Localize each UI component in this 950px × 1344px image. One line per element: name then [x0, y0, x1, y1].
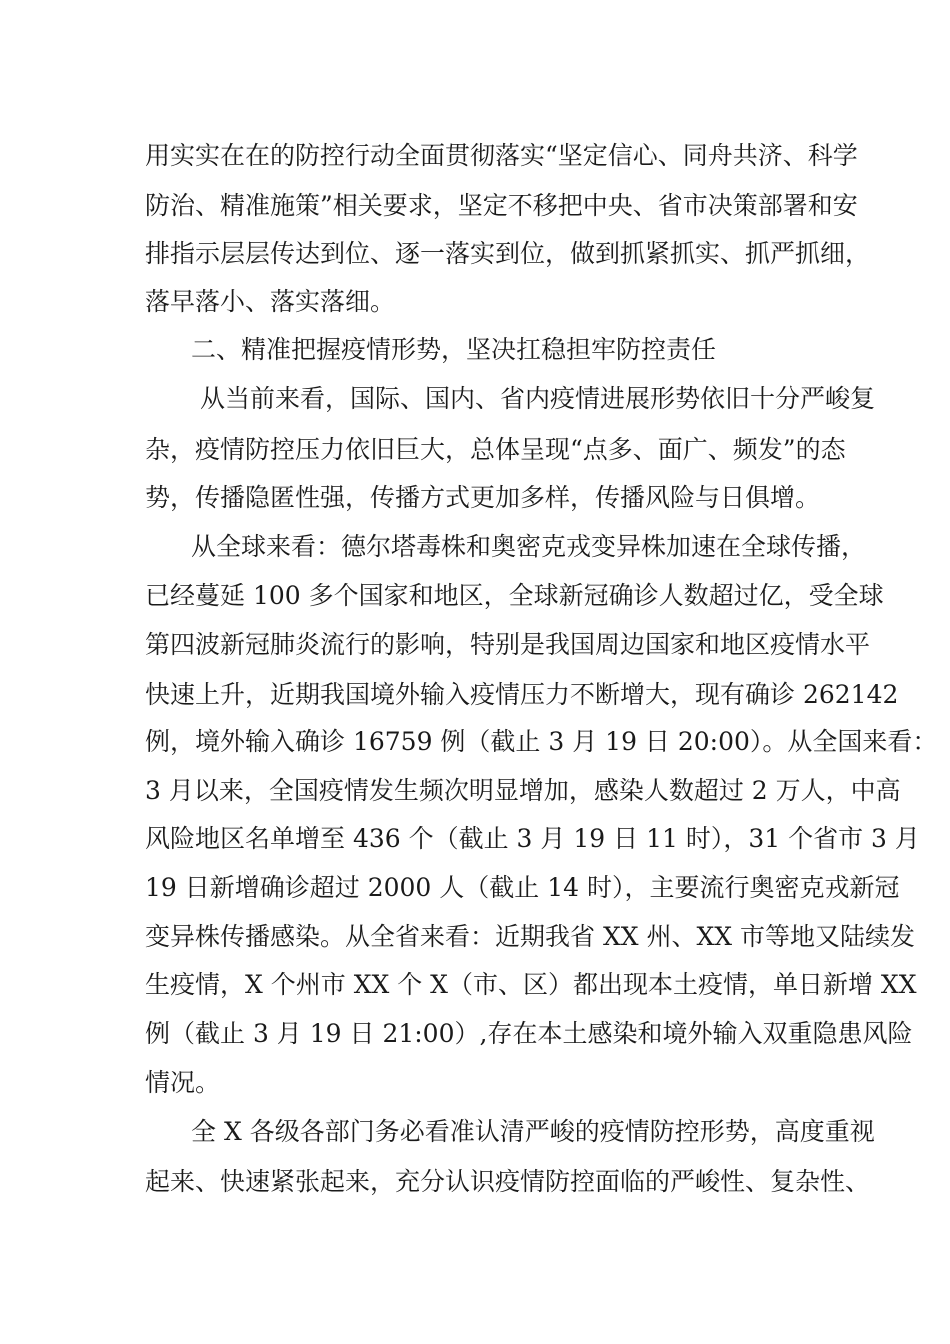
text-line: 风险地区名单增至 436 个（截止 3 月 19 日 11 时），31 个省市 3 月: [145, 824, 920, 853]
text-line: 第四波新冠肺炎流行的影响，特别是我国周边国家和地区疫情水平: [145, 630, 871, 659]
text-line: 从当前来看，国际、国内、省内疫情进展形势依旧十分严峻复: [200, 384, 876, 413]
text-line: 3 月以来，全国疫情发生频次明显增加，感染人数超过 2 万人，中高: [145, 776, 901, 805]
text-line: 起来、快速紧张起来，充分认识疫情防控面临的严峻性、复杂性、: [145, 1167, 871, 1196]
text-line: 19 日新增确诊超过 2000 人（截止 14 时），主要流行奥密克戎新冠: [145, 873, 900, 902]
text-line: 情况。: [145, 1068, 221, 1097]
text-line: 防治、精准施策”相关要求，坚定不移把中央、省市决策部署和安: [145, 191, 858, 220]
text-line: 例（截止 3 月 19 日 21:00）,存在本土感染和境外输入双重隐患风险: [145, 1019, 913, 1048]
text-line: 全 X 各级各部门务必看准认清严峻的疫情防控形势，高度重视: [191, 1117, 875, 1146]
section-heading: 二、精准把握疫情形势，坚决扛稳担牢防控责任: [191, 335, 717, 364]
text-line: 用实实在在的防控行动全面贯彻落实“坚定信心、同舟共济、科学: [145, 141, 858, 170]
text-line: 快速上升，近期我国境外输入疫情压力不断增大，现有确诊 262142: [145, 680, 899, 709]
text-line: 排指示层层传达到位、逐一落实到位，做到抓紧抓实、抓严抓细，: [145, 239, 871, 268]
text-line: 变异株传播感染。从全省来看：近期我省 XX 州、XX 市等地又陆续发: [145, 922, 916, 951]
text-line: 已经蔓延 100 多个国家和地区，全球新冠确诊人数超过亿，受全球: [145, 581, 884, 610]
text-line: 例，境外输入确诊 16759 例（截止 3 月 19 日 20:00）。从全国来看：: [145, 727, 938, 756]
text-line: 杂，疫情防控压力依旧巨大，总体呈现“点多、面广、频发”的态: [145, 435, 846, 464]
text-line: 势，传播隐匿性强，传播方式更加多样，传播风险与日俱增。: [145, 483, 821, 512]
text-line: 落早落小、落实落细。: [145, 287, 396, 316]
text-line: 生疫情，X 个州市 XX 个 X（市、区）都出现本土疫情，单日新增 XX: [145, 970, 917, 999]
text-line: 从全球来看：德尔塔毒株和奥密克戎变异株加速在全球传播，: [191, 532, 867, 561]
